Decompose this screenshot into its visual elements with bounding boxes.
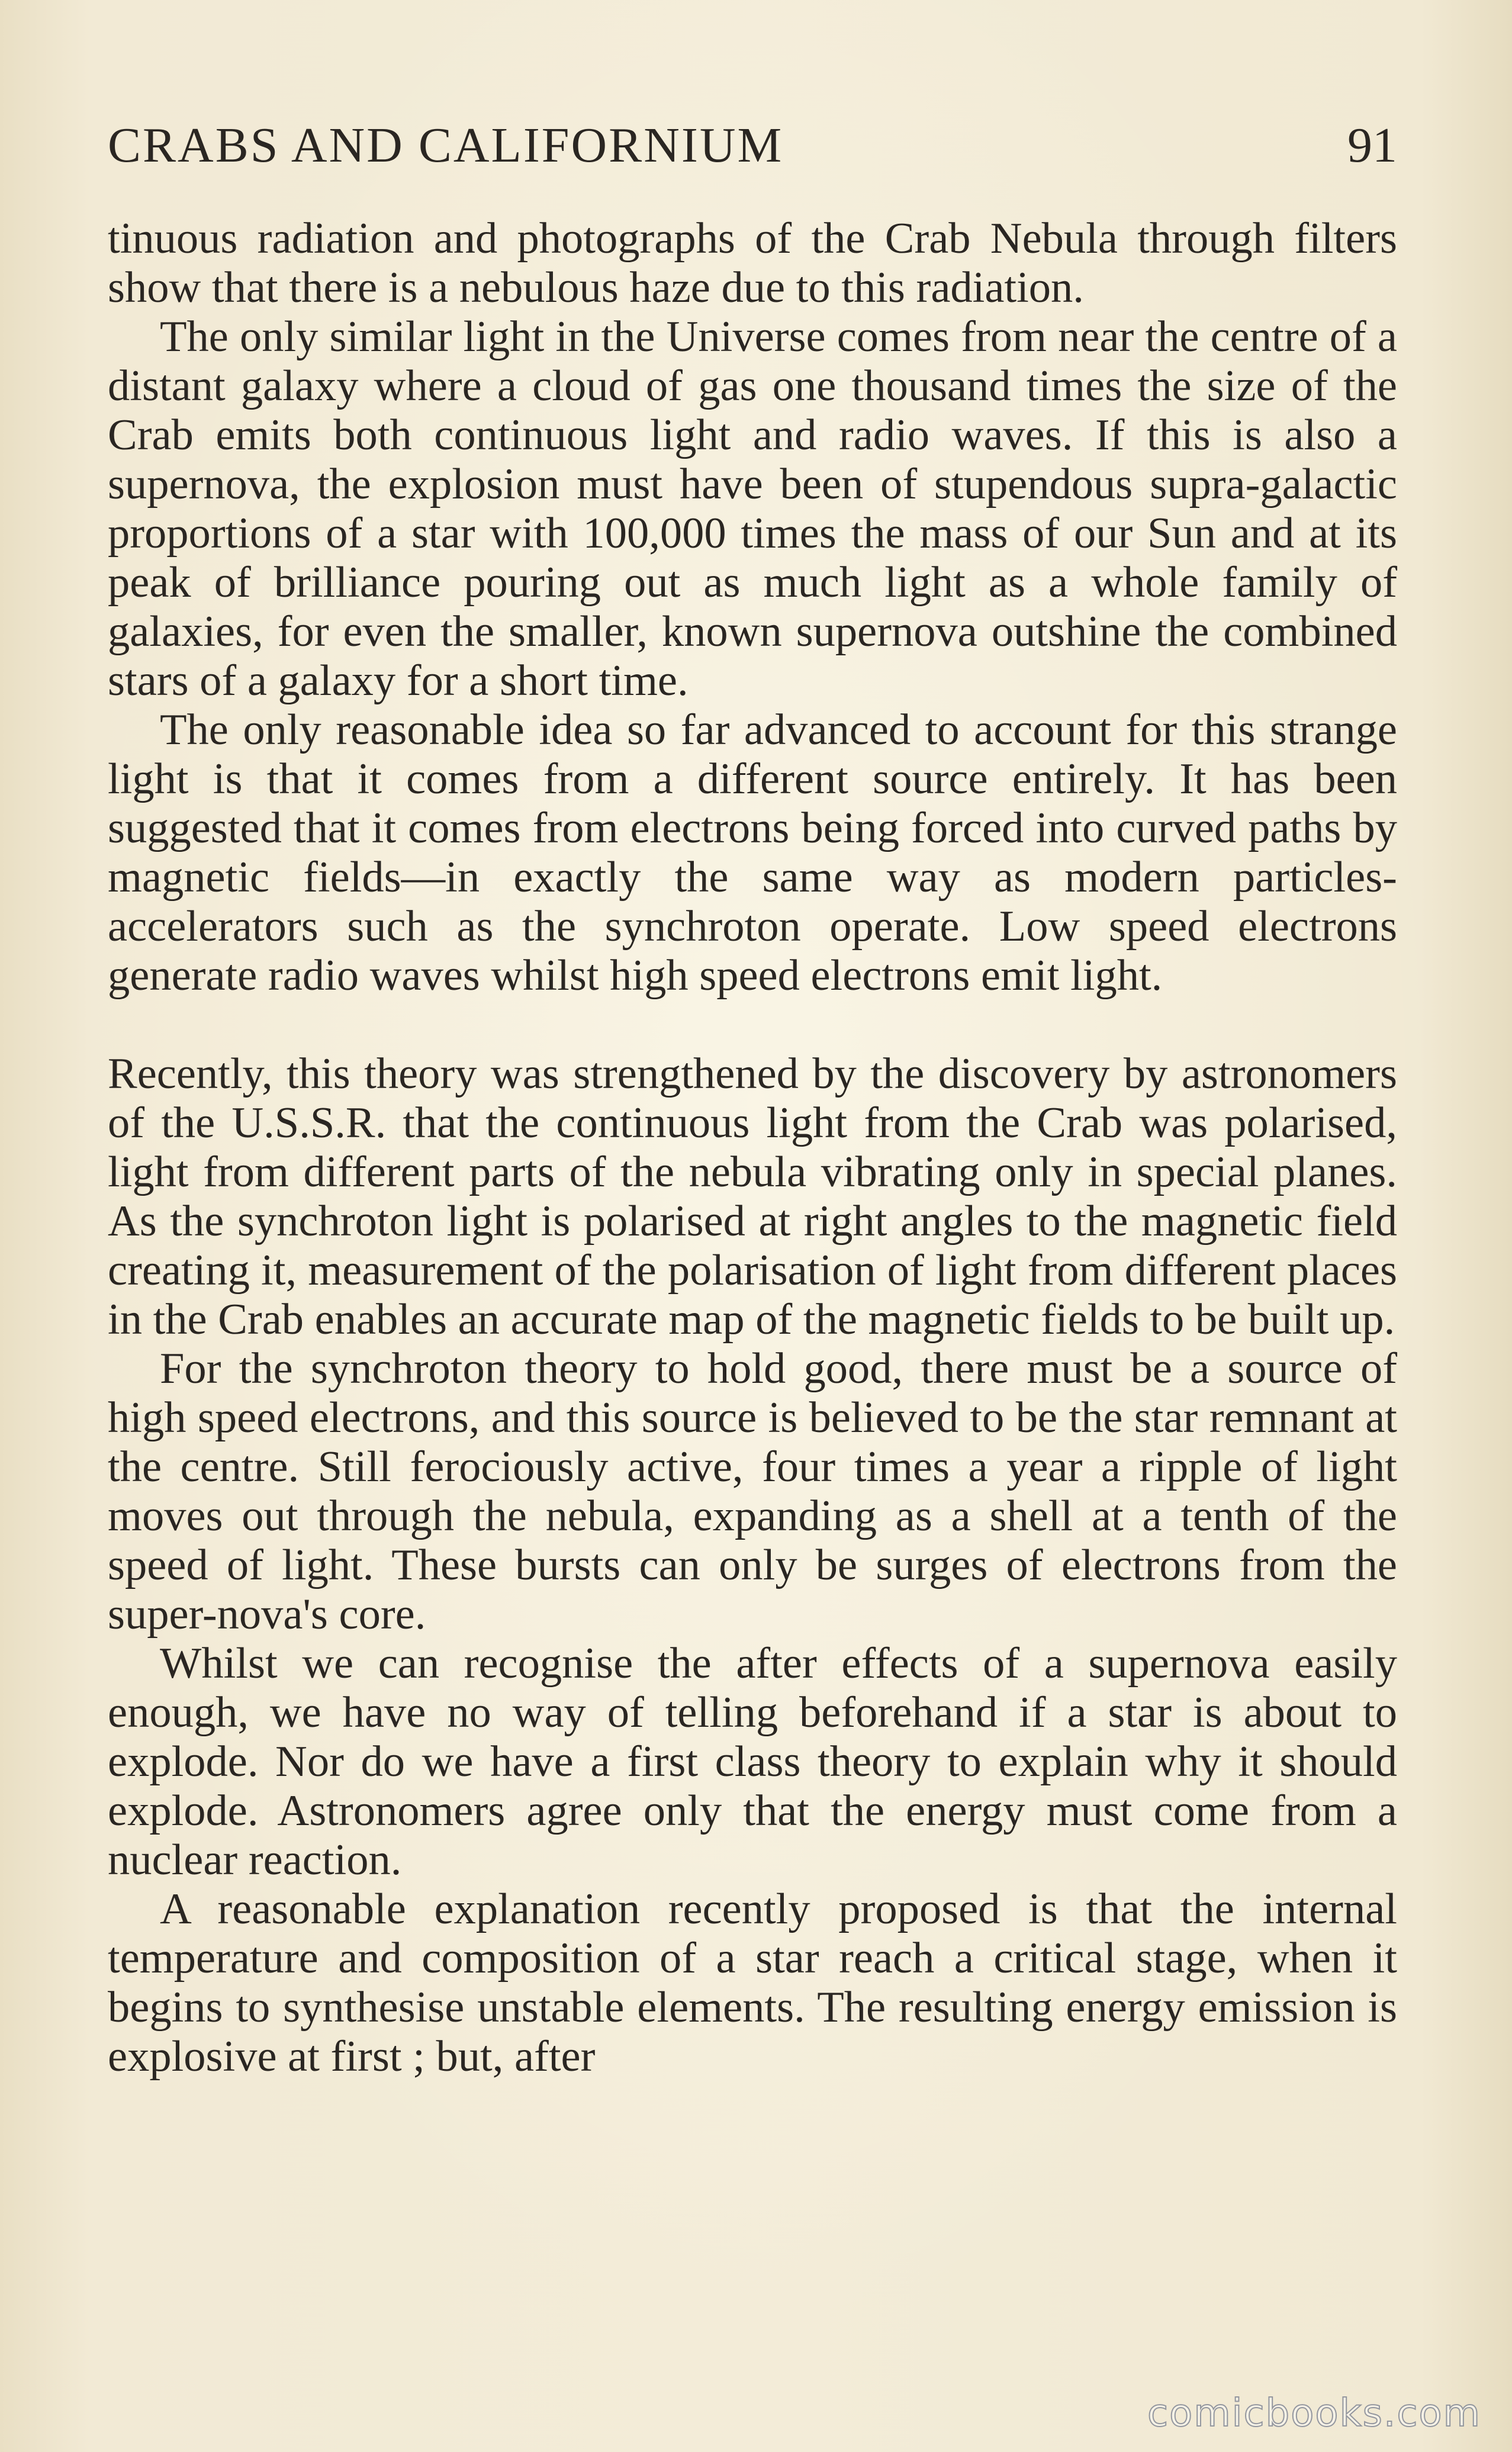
watermark: comicbooks.com (1147, 2392, 1481, 2435)
paragraph-continuation: tinuous radiation and photographs of the Crab Nebula through filters show that there is a nebulous haze due to this radiation. (108, 214, 1397, 312)
paragraph-whilst: Whilst we can recognise the after effects of a supernova easily enough, we have no way of telling beforehand if a star is about to explode. Nor do we have a first class theory to explain why it should explode. Astronomers agree only that the energy must come from a nuclear reaction. (108, 1639, 1397, 1884)
running-head (108, 116, 1397, 175)
page-number: 91 (1347, 118, 1397, 173)
paragraph-recently: Recently, this theory was strengthened by the discovery by astronomers of the U.S.S.R. that the continuous light from the Crab was polarised, light from different parts of the nebula vibrating only in special planes. As the synchroton light is polarised at right angles to the magnetic field creating it, measurement of the polarisation of light from different places in the Crab enables an accurate map of the magnetic fields to be built up. (108, 1050, 1397, 1344)
running-title: CRABS AND CALIFORNIUM (108, 118, 784, 173)
paragraph-similar-light: The only similar light in the Universe comes from near the centre of a distant galaxy where a cloud of gas one thousand times the size of the Crab emits both continuous light and radio waves. If this is also a supernova, the explosion must have been of stupendous supra-galactic proportions of a star with 100,000 times the mass of our Sun and at its peak of brilliance pouring out as much light as a whole family of galaxies, for even the smaller, known supernova outshine the combined stars of a galaxy for a short time. (108, 313, 1397, 705)
paragraph-explanation: A reasonable explanation recently proposed is that the internal temperature and composition of a star reach a critical stage, when it begins to synthesise unstable elements. The resulting energy emission is explosive at first ; but, after (108, 1885, 1397, 2081)
paragraph-reasonable-idea: The only reasonable idea so far advanced to account for this strange light is that it comes from a different source entirely. It has been suggested that it comes from electrons being forced into curved paths by magnetic fields—in exactly the same way as modern particles-accelerators such as the synchroton operate. Low speed electrons generate radio waves whilst high speed electrons emit light. (108, 706, 1397, 1000)
paragraph-synchroton-theory: For the synchroton theory to hold good, there must be a source of high speed electrons, and this source is believed to be the star remnant at the centre. Still ferociously active, four times a year a ripple of light moves out through the nebula, expanding as a shell at a tenth of the speed of light. These bursts can only be surges of electrons from the super-nova's core. (108, 1344, 1397, 1639)
body-text (108, 214, 1397, 2081)
